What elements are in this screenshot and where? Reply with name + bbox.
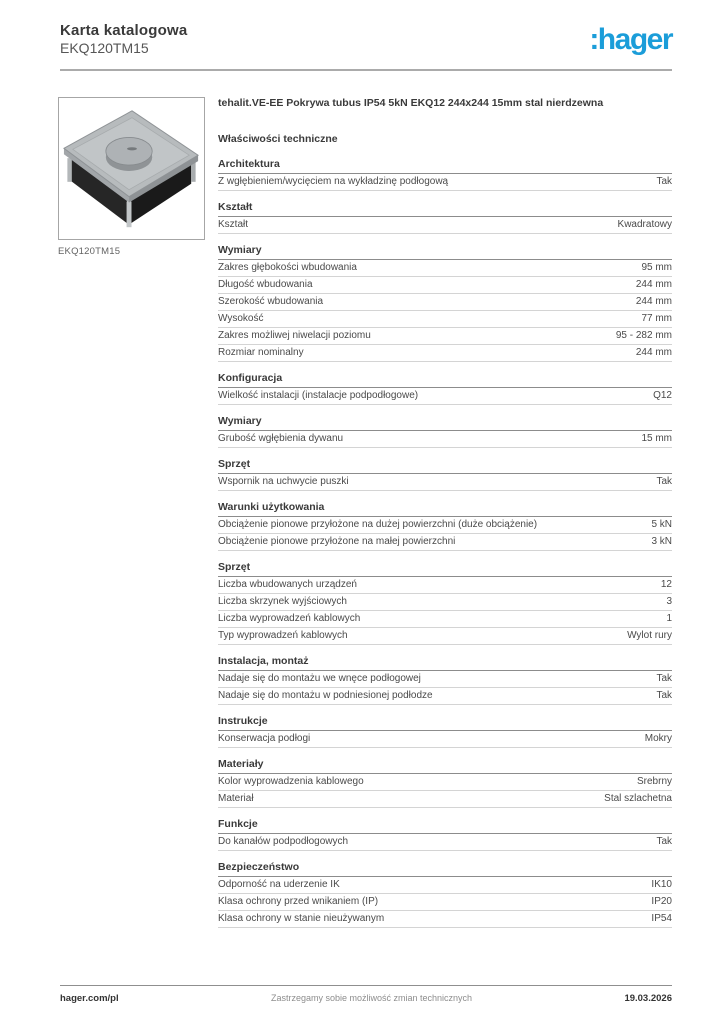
spec-section-7: [218, 561, 672, 645]
spec-value: 95 mm: [641, 262, 672, 273]
spec-label: Typ wyprowadzeń kablowych: [218, 630, 348, 641]
spec-section-3: [218, 372, 672, 405]
footer-website-link[interactable]: hager.com/pl: [60, 993, 119, 1004]
page-footer: [60, 993, 672, 1004]
spec-row: [218, 174, 672, 191]
spec-section-9: [218, 715, 672, 748]
spec-section-6: [218, 501, 672, 551]
spec-section-title: Warunki użytkowania: [218, 501, 672, 517]
spec-row: [218, 260, 672, 277]
spec-section-5: [218, 458, 672, 491]
spec-row: [218, 594, 672, 611]
spec-section-0: [218, 158, 672, 191]
spec-section-title: Sprzęt: [218, 458, 672, 474]
spec-row: [218, 431, 672, 448]
spec-section-title: Materiały: [218, 758, 672, 774]
spec-value: Tak: [656, 836, 672, 847]
page-header: [60, 21, 672, 57]
header-titles: [60, 21, 187, 57]
leg-left: [67, 158, 71, 182]
spec-value: IK10: [651, 879, 672, 890]
spec-value: 3 kN: [651, 536, 672, 547]
spec-section-title: Bezpieczeństwo: [218, 861, 672, 877]
spec-section-title: Funkcje: [218, 818, 672, 834]
product-image-frame: [58, 97, 205, 240]
spec-value: 3: [666, 596, 672, 607]
spec-value: IP20: [651, 896, 672, 907]
spec-value: 244 mm: [635, 296, 672, 307]
spec-row: [218, 294, 672, 311]
spec-label: Liczba skrzynek wyjściowych: [218, 596, 347, 607]
spec-row: [218, 688, 672, 705]
spec-row: [218, 611, 672, 628]
product-image-column: [58, 97, 205, 257]
spec-row: [218, 277, 672, 294]
spec-value: Tak: [656, 673, 672, 684]
spec-label: Materiał: [218, 793, 254, 804]
spec-value: 244 mm: [635, 347, 672, 358]
spec-value: Mokry: [644, 733, 672, 744]
spec-section-title: Sprzęt: [218, 561, 672, 577]
spec-row: [218, 217, 672, 234]
spec-section-title: Konfiguracja: [218, 372, 672, 388]
spec-section-title: Wymiary: [218, 244, 672, 260]
header-divider: [60, 69, 672, 71]
footer-disclaimer: Zastrzegamy sobie możliwość zmian technicznych: [270, 993, 473, 1003]
spec-row: [218, 534, 672, 551]
round-cover-top: [106, 137, 152, 165]
spec-label: Wielkość instalacji (instalacje podpodłogowe): [218, 390, 419, 401]
spec-value: Kwadratowy: [617, 219, 672, 230]
spec-column: [218, 97, 672, 938]
spec-label: Liczba wyprowadzeń kablowych: [218, 613, 361, 624]
spec-section-1: [218, 201, 672, 234]
spec-row: [218, 577, 672, 594]
tech-properties-heading: Właściwości techniczne: [218, 133, 338, 145]
spec-section-title: Wymiary: [218, 415, 672, 431]
spec-row: [218, 388, 672, 405]
spec-row: [218, 311, 672, 328]
spec-section-10: [218, 758, 672, 808]
spec-row: [218, 731, 672, 748]
spec-label: Nadaje się do montażu w podniesionej podłodze: [218, 690, 433, 701]
spec-row: [218, 671, 672, 688]
hager-logo: :hager: [589, 23, 672, 56]
spec-value: Wylot rury: [627, 630, 672, 641]
spec-label: Grubość wgłębienia dywanu: [218, 433, 344, 444]
spec-row: [218, 877, 672, 894]
spec-section-2: [218, 244, 672, 362]
spec-label: Rozmiar nominalny: [218, 347, 304, 358]
spec-label: Zakres możliwej niwelacji poziomu: [218, 330, 371, 341]
spec-value: IP54: [651, 913, 672, 924]
product-3d-image: [59, 104, 204, 234]
spec-label: Wysokość: [218, 313, 264, 324]
spec-value: Tak: [656, 476, 672, 487]
spec-label: Z wgłębieniem/wycięciem na wykładzinę podłogową: [218, 176, 449, 187]
spec-section-11: [218, 818, 672, 851]
spec-label: Długość wbudowania: [218, 279, 313, 290]
spec-value: Q12: [653, 390, 672, 401]
spec-value: Tak: [656, 176, 672, 187]
spec-label: Obciążenie pionowe przyłożone na małej powierzchni: [218, 536, 456, 547]
spec-value: 95 - 282 mm: [615, 330, 672, 341]
spec-row: [218, 345, 672, 362]
spec-row: [218, 517, 672, 534]
spec-section-8: [218, 655, 672, 705]
footer-divider: [60, 985, 672, 986]
spec-label: Klasa ochrony w stanie nieużywanym: [218, 913, 385, 924]
spec-row: [218, 628, 672, 645]
spec-row: [218, 791, 672, 808]
spec-label: Szerokość wbudowania: [218, 296, 324, 307]
spec-label: Nadaje się do montażu we wnęce podłogowej: [218, 673, 421, 684]
spec-value: 77 mm: [641, 313, 672, 324]
spec-label: Odporność na uderzenie IK: [218, 879, 340, 890]
spec-label: Do kanałów podpodłogowych: [218, 836, 349, 847]
product-code: EKQ120TM15: [60, 40, 149, 56]
spec-section-title: Kształt: [218, 201, 672, 217]
product-title: tehalit.VE-EE Pokrywa tubus IP54 5kN EKQ12 244x244 15mm stal nierdzewna: [218, 97, 604, 109]
spec-sections: [218, 158, 672, 928]
spec-section-title: Instrukcje: [218, 715, 672, 731]
spec-value: 1: [666, 613, 672, 624]
spec-value: Srebrny: [636, 776, 672, 787]
footer-date: 19.03.2026: [624, 993, 672, 1004]
spec-value: 5 kN: [651, 519, 672, 530]
spec-section-title: Instalacja, montaż: [218, 655, 672, 671]
spec-label: Wspornik na uchwycie puszki: [218, 476, 349, 487]
spec-section-title: Architektura: [218, 158, 672, 174]
spec-section-4: [218, 415, 672, 448]
spec-label: Klasa ochrony przed wnikaniem (IP): [218, 896, 379, 907]
spec-row: [218, 834, 672, 851]
spec-label: Kolor wyprowadzenia kablowego: [218, 776, 364, 787]
spec-row: [218, 774, 672, 791]
cover-slot: [127, 147, 137, 150]
spec-value: Tak: [656, 690, 672, 701]
spec-row: [218, 474, 672, 491]
document-type-title: Karta katalogowa: [60, 22, 188, 39]
spec-value: 244 mm: [635, 279, 672, 290]
spec-section-12: [218, 861, 672, 928]
spec-value: 15 mm: [641, 433, 672, 444]
spec-row: [218, 328, 672, 345]
spec-label: Obciążenie pionowe przyłożone na dużej powierzchni (duże obciążenie): [218, 519, 538, 530]
spec-label: Kształt: [218, 219, 249, 230]
spec-value: Stal szlachetna: [604, 793, 672, 804]
spec-label: Liczba wbudowanych urządzeń: [218, 579, 357, 590]
spec-value: 12: [660, 579, 672, 590]
leg-front: [127, 201, 132, 227]
spec-label: Konserwacja podłogi: [218, 733, 311, 744]
spec-label: Zakres głębokości wbudowania: [218, 262, 357, 273]
spec-row: [218, 911, 672, 928]
product-image-caption: EKQ120TM15: [58, 246, 121, 257]
spec-row: [218, 894, 672, 911]
